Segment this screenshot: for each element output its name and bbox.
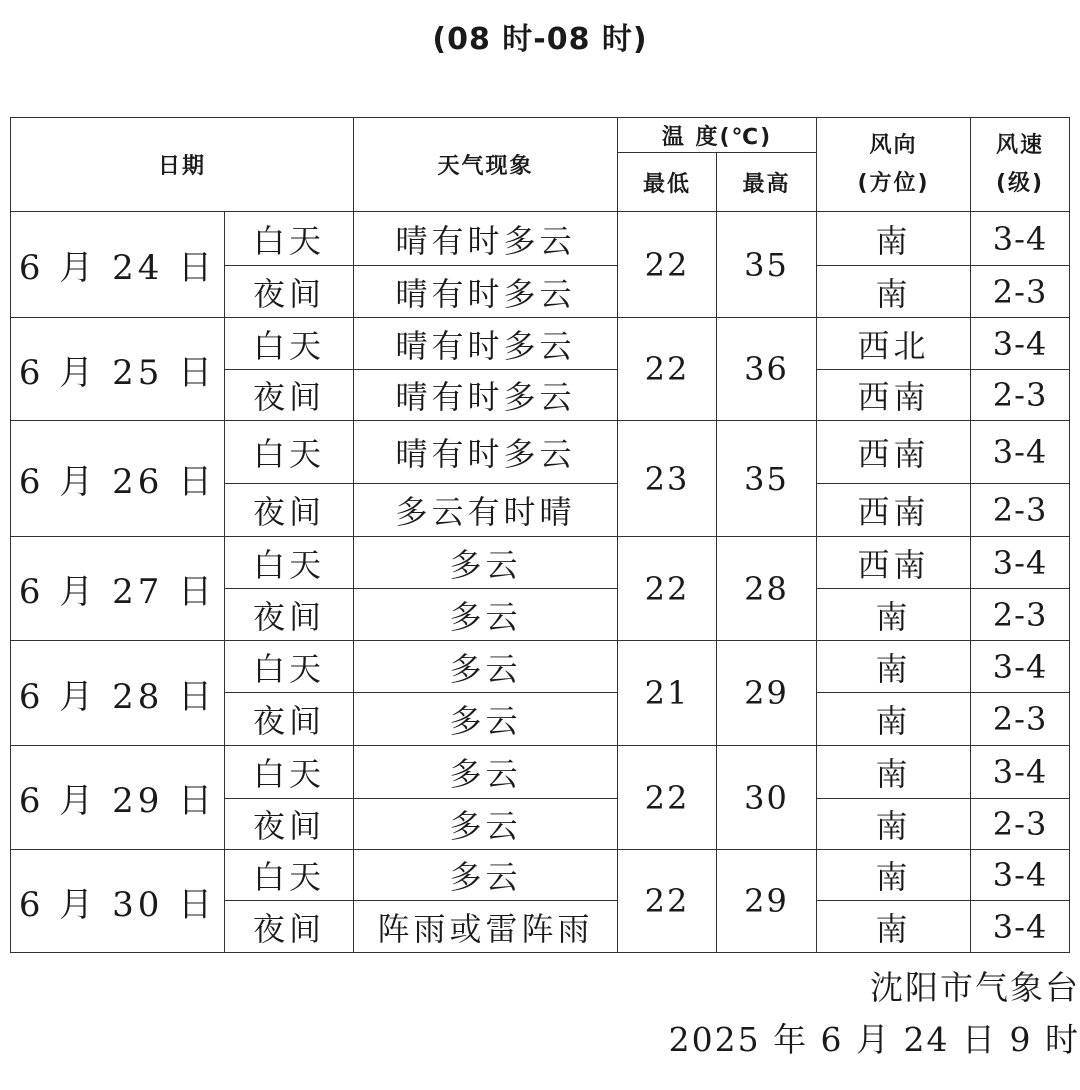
weather-cell: 多云 (354, 589, 618, 641)
weather-cell: 多云 (354, 746, 618, 799)
period-cell: 白天 (225, 537, 354, 589)
wind-speed-cell: 2-3 (971, 266, 1070, 318)
period-cell: 夜间 (225, 799, 354, 850)
period-cell: 白天 (225, 850, 354, 901)
date-cell: 6 月 28 日 (11, 641, 225, 746)
weather-cell: 阵雨或雷阵雨 (354, 901, 618, 953)
table-row (11, 641, 1070, 693)
weather-cell: 晴有时多云 (354, 266, 618, 318)
temp-low-cell: 21 (618, 641, 717, 746)
weather-cell: 多云 (354, 537, 618, 589)
wind-direction-cell: 西南 (817, 484, 971, 537)
period-cell: 夜间 (225, 484, 354, 537)
date-cell: 6 月 24 日 (11, 212, 225, 318)
temp-low-cell: 22 (618, 318, 717, 421)
temp-low-cell: 23 (618, 421, 717, 537)
weather-cell: 晴有时多云 (354, 370, 618, 421)
weather-cell: 多云 (354, 641, 618, 693)
wind-speed-cell: 3-4 (971, 318, 1070, 370)
wind-speed-cell: 2-3 (971, 589, 1070, 641)
issue-time: 2025 年 6 月 24 日 9 时 (668, 1020, 1080, 1059)
table-row (11, 318, 1070, 370)
wind-direction-cell: 南 (817, 901, 971, 953)
temp-high-cell: 35 (717, 421, 817, 537)
wind-direction-cell: 西南 (817, 370, 971, 421)
temp-high-cell: 35 (717, 212, 817, 318)
wind-speed-cell: 3-4 (971, 537, 1070, 589)
wind-speed-cell: 2-3 (971, 693, 1070, 746)
temp-high-cell: 30 (717, 746, 817, 850)
temp-low-cell: 22 (618, 850, 717, 953)
period-cell: 夜间 (225, 589, 354, 641)
wind-direction-cell: 南 (817, 641, 971, 693)
header-wind-speed-unit: (级) (995, 170, 1045, 196)
header-wind-direction-unit: (方位) (857, 170, 930, 196)
date-cell: 6 月 29 日 (11, 746, 225, 850)
wind-speed-cell: 3-4 (971, 641, 1070, 693)
period-cell: 白天 (225, 746, 354, 799)
table-row (11, 850, 1070, 901)
table-row (11, 746, 1070, 799)
period-cell: 白天 (225, 641, 354, 693)
temp-high-cell: 29 (717, 850, 817, 953)
wind-speed-cell: 3-4 (971, 850, 1070, 901)
period-cell: 白天 (225, 318, 354, 370)
wind-speed-cell: 3-4 (971, 212, 1070, 266)
temp-high-cell: 28 (717, 537, 817, 641)
table-row (11, 537, 1070, 589)
wind-direction-cell: 南 (817, 850, 971, 901)
weather-cell: 多云 (354, 799, 618, 850)
date-cell: 6 月 26 日 (11, 421, 225, 537)
date-cell: 6 月 30 日 (11, 850, 225, 953)
period-cell: 夜间 (225, 370, 354, 421)
wind-direction-cell: 南 (817, 746, 971, 799)
table-body (11, 212, 1070, 953)
header-wind-direction-label: 风向 (869, 132, 918, 158)
table-header (11, 118, 1070, 212)
wind-direction-cell: 西北 (817, 318, 971, 370)
forecast-period-title: (08 时-08 时) (432, 22, 648, 57)
header-weather: 天气现象 (354, 118, 618, 212)
wind-direction-cell: 西南 (817, 421, 971, 484)
header-temp-high: 最高 (717, 153, 817, 212)
wind-direction-cell: 南 (817, 799, 971, 850)
table-row (11, 421, 1070, 484)
period-cell: 夜间 (225, 266, 354, 318)
weather-cell: 多云 (354, 693, 618, 746)
temp-low-cell: 22 (618, 212, 717, 318)
temp-low-cell: 22 (618, 537, 717, 641)
weather-cell: 晴有时多云 (354, 421, 618, 484)
wind-speed-cell: 2-3 (971, 370, 1070, 421)
header-wind-direction (817, 118, 971, 212)
issuer-name: 沈阳市气象台 (870, 968, 1080, 1007)
wind-direction-cell: 南 (817, 212, 971, 266)
temp-low-cell: 22 (618, 746, 717, 850)
header-wind-speed (971, 118, 1070, 212)
temp-high-cell: 36 (717, 318, 817, 421)
wind-direction-cell: 西南 (817, 537, 971, 589)
header-date: 日期 (11, 118, 354, 212)
header-temp-low: 最低 (618, 153, 717, 212)
wind-speed-cell: 2-3 (971, 799, 1070, 850)
weather-cell: 晴有时多云 (354, 212, 618, 266)
weather-cell: 晴有时多云 (354, 318, 618, 370)
date-cell: 6 月 27 日 (11, 537, 225, 641)
wind-speed-cell: 3-4 (971, 746, 1070, 799)
period-cell: 夜间 (225, 901, 354, 953)
weather-cell: 多云 (354, 850, 618, 901)
weather-cell: 多云有时晴 (354, 484, 618, 537)
wind-direction-cell: 南 (817, 266, 971, 318)
period-cell: 夜间 (225, 693, 354, 746)
temp-high-cell: 29 (717, 641, 817, 746)
header-temperature: 温 度(℃) (618, 118, 817, 153)
wind-direction-cell: 南 (817, 589, 971, 641)
wind-speed-cell: 2-3 (971, 484, 1070, 537)
wind-speed-cell: 3-4 (971, 421, 1070, 484)
table-row (11, 212, 1070, 266)
weather-forecast-table (10, 117, 1070, 953)
wind-direction-cell: 南 (817, 693, 971, 746)
wind-speed-cell: 3-4 (971, 901, 1070, 953)
header-wind-speed-label: 风速 (996, 132, 1045, 158)
date-cell: 6 月 25 日 (11, 318, 225, 421)
period-cell: 白天 (225, 421, 354, 484)
period-cell: 白天 (225, 212, 354, 266)
